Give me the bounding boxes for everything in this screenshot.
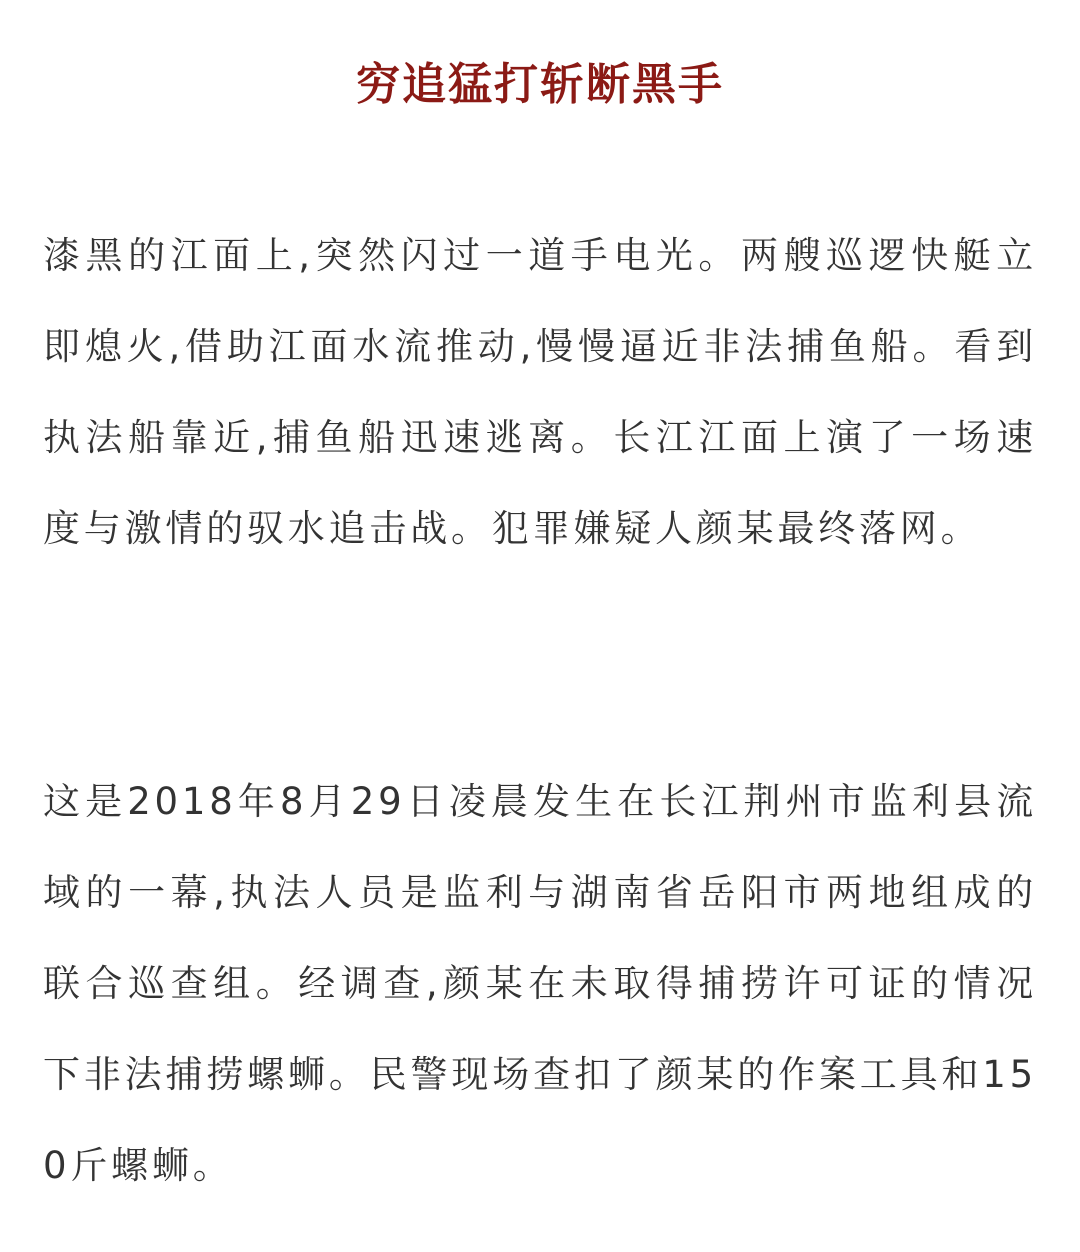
article-title: 穷追猛打斩断黑手 <box>356 59 724 110</box>
article-paragraph-1: 漆黑的江面上,突然闪过一道手电光。两艘巡逻快艇立即熄火,借助江面水流推动,慢慢逼近非法捕鱼船。看到执法船靠近,捕鱼船迅速逃离。长江江面上演了一场速度与激情的驭水追击战。犯罪嫌疑人颜某最终落网。 <box>43 234 1037 550</box>
article-paragraph-2: 这是2018年8月29日凌晨发生在长江荆州市监利县流域的一幕,执法人员是监利与湖南省岳阳市两地组成的联合巡查组。经调查,颜某在未取得捕捞许可证的情况下非法捕捞螺蛳。民警现场查扣了颜某的作案工具和150斤螺蛳。 <box>43 780 1037 1187</box>
